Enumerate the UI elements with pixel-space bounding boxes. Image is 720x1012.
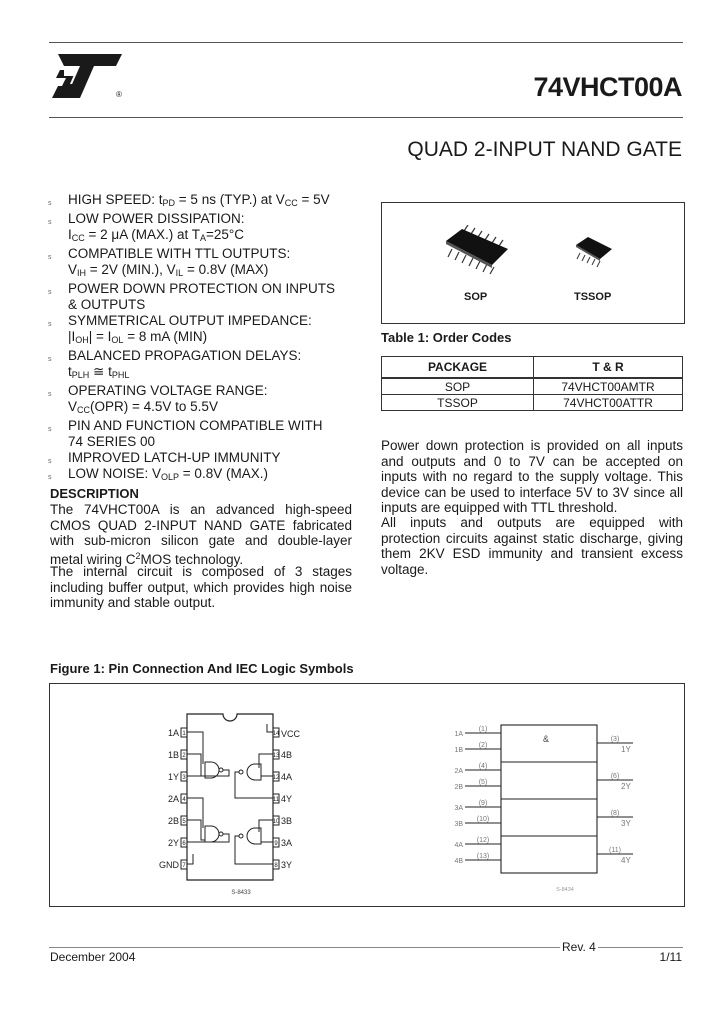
iec-input-pin: (10) <box>476 816 490 823</box>
figure-box <box>49 683 685 907</box>
bullet-icon: s <box>48 200 52 207</box>
package-images-box <box>381 202 685 324</box>
footer-page: 1/11 <box>659 950 682 964</box>
feature-item: s PIN AND FUNCTION COMPATIBLE WITH 74 SERIES 00 <box>48 418 323 449</box>
table-row <box>382 378 683 395</box>
page-subtitle: QUAD 2-INPUT NAND GATE <box>407 138 682 161</box>
iec-input-label: 4B <box>454 858 463 865</box>
iec-output-label: 3Y <box>621 819 631 828</box>
description-paragraph: The 74VHCT00A is an advanced high-speed CMOS QUAD 2-INPUT NAND GATE fabricated with sub-micron silicon gate and double-layer metal wiring $C^2MOS$ technology. <box>50 502 352 567</box>
iec-output-label: 4Y <box>621 856 631 865</box>
part-number: 74VHCT00A <box>533 72 682 102</box>
table-cell: 74VHCT00ATTR <box>534 395 683 411</box>
iec-input-pin: (4) <box>478 763 488 770</box>
pin-number: 2 <box>182 753 186 759</box>
iec-output-pin: (11) <box>609 847 621 854</box>
order-codes-table <box>381 356 683 411</box>
st-logo-icon <box>50 52 126 102</box>
table-header-row <box>382 357 683 379</box>
iec-output-label: 1Y <box>621 745 631 754</box>
table-header-cell: T & R <box>534 357 683 379</box>
iec-input-pin: (9) <box>478 800 488 807</box>
feature-item: s LOW POWER DISSIPATION: $I_{CC} = 2$ μA (MAX.) at $T_A=25^\circ C$ <box>48 211 245 243</box>
pin-number: 7 <box>182 863 186 869</box>
pin-label: 4Y <box>281 794 293 804</box>
feature-item: s COMPATIBLE WITH TTL OUTPUTS: $V_{IH} = 2V$ (MIN.), $V_{IL} = 0.8V$ (MAX) <box>48 246 291 278</box>
bullet-icon: s <box>48 356 52 363</box>
bullet-icon: s <box>48 321 52 328</box>
pin-label: 3A <box>281 838 293 848</box>
footer-date: December 2004 <box>50 950 136 964</box>
pin-label: 2B <box>167 816 179 826</box>
feature-item: s LOW NOISE: $V_{OLP} = 0.8V$ (MAX.) <box>48 466 360 485</box>
pin-label: VCC <box>281 729 301 739</box>
iec-input-label: 2A <box>454 768 463 775</box>
tssop-package-icon <box>572 233 616 269</box>
iec-logic-symbol <box>445 719 645 899</box>
iec-and-symbol: & <box>543 734 550 744</box>
pin-number: 4 <box>182 797 186 803</box>
bullet-icon: s <box>48 458 52 465</box>
pin-number: 3 <box>182 775 186 781</box>
bullet-icon: s <box>48 391 52 398</box>
iec-input-pin: (5) <box>478 779 488 786</box>
pin-label: 1A <box>167 728 179 738</box>
bullet-icon: s <box>48 289 52 296</box>
pin-label: 3Y <box>281 860 293 870</box>
bullet-icon: s <box>48 474 52 481</box>
iec-output-pin: (3) <box>610 736 620 743</box>
pin-number: 13 <box>272 753 280 759</box>
esd-paragraph: All inputs and outputs are equipped with protection circuits against static discharge, giving them 2KV ESD immunity and transient excess voltage. <box>381 515 683 577</box>
iec-input-label: 2B <box>454 784 463 791</box>
pin-label: 2A <box>167 794 179 804</box>
bullet-icon: s <box>48 426 52 433</box>
table-cell: 74VHCT00AMTR <box>534 378 683 395</box>
sop-package-icon <box>442 225 512 275</box>
feature-list <box>48 192 360 485</box>
iec-input-pin: (2) <box>478 742 488 749</box>
feature-item: s SYMMETRICAL OUTPUT IMPEDANCE: $|I_{OH}| = I_{OL} = 8$ mA (MIN) <box>48 313 312 345</box>
pin-label: 4A <box>281 772 293 782</box>
iec-output-pin: (6) <box>610 773 620 780</box>
feature-item: s HIGH SPEED: $t_{PD} = 5$ ns (TYP.) at $V_{CC} = 5V$ <box>48 192 360 211</box>
description-paragraph-2: The internal circuit is composed of 3 stages including buffer output, which provides high noise immunity and stable output. <box>50 564 352 610</box>
pin-number: 5 <box>182 819 186 825</box>
header-top-rule <box>49 42 683 43</box>
table-header-cell: PACKAGE <box>382 357 534 379</box>
pin-label: 3B <box>281 816 293 826</box>
sop-label: SOP <box>464 291 488 303</box>
pin-number: 12 <box>272 775 280 781</box>
iec-input-pin: (13) <box>476 853 490 860</box>
tssop-label: TSSOP <box>574 291 612 303</box>
iec-input-label: 3B <box>454 821 463 828</box>
pin-label: 2Y <box>167 838 179 848</box>
iec-output-label: 2Y <box>621 782 631 791</box>
bullet-icon: s <box>48 254 52 261</box>
footer-rev: Rev. 4 <box>562 940 596 954</box>
table-row <box>382 395 683 411</box>
pin-number: 10 <box>272 819 280 825</box>
iec-input-label: 3A <box>454 805 463 812</box>
pin-label: GND <box>159 860 179 870</box>
table-cell: SOP <box>382 378 534 395</box>
pin-number: 1 <box>182 731 186 737</box>
order-table-title: Table 1: Order Codes <box>381 330 512 345</box>
pin-label: 4B <box>281 750 293 760</box>
iec-input-label: 1A <box>454 731 463 738</box>
figure-title: Figure 1: Pin Connection And IEC Logic Symbols <box>50 661 354 676</box>
pin-label: 1Y <box>167 772 179 782</box>
pin-number: 11 <box>272 797 280 803</box>
table-cell: TSSOP <box>382 395 534 411</box>
pin-number: 14 <box>272 731 280 737</box>
description-heading: DESCRIPTION <box>50 486 139 501</box>
bullet-icon: s <box>48 219 52 226</box>
pin-connection-diagram <box>145 704 310 904</box>
iec-input-pin: (12) <box>476 837 490 844</box>
pin-number: 8 <box>274 863 278 869</box>
iec-input-pin: (1) <box>478 726 488 733</box>
feature-item: s POWER DOWN PROTECTION ON INPUTS & OUTPUTS <box>48 281 336 312</box>
pin-label: 1B <box>167 750 179 760</box>
feature-item: s BALANCED PROPAGATION DELAYS: $t_{PLH}$ ≅ $t_{PHL}$ <box>48 348 302 380</box>
pin-number: 6 <box>182 841 186 847</box>
protection-paragraph: Power down protection is provided on all inputs and outputs and 0 to 7V can be accepted on inputs with no regard to the supply voltage. This device can be used to interface 5V to 3V since all inputs are equipped with TTL threshold. <box>381 438 683 515</box>
header-mid-rule <box>49 117 683 118</box>
pin-number: 9 <box>274 841 278 847</box>
iec-input-label: 4A <box>454 842 463 849</box>
registered-mark: ® <box>116 90 122 99</box>
ic-code-label: S-8433 <box>231 890 251 896</box>
feature-item: s OPERATING VOLTAGE RANGE: $V_{CC}(OPR) = 4.5V$ to 5.5V <box>48 383 268 415</box>
iec-input-label: 1B <box>454 747 463 754</box>
iec-code-label: S-8434 <box>556 887 574 893</box>
iec-output-pin: (8) <box>610 810 620 817</box>
feature-item: s IMPROVED LATCH-UP IMMUNITY <box>48 450 360 466</box>
